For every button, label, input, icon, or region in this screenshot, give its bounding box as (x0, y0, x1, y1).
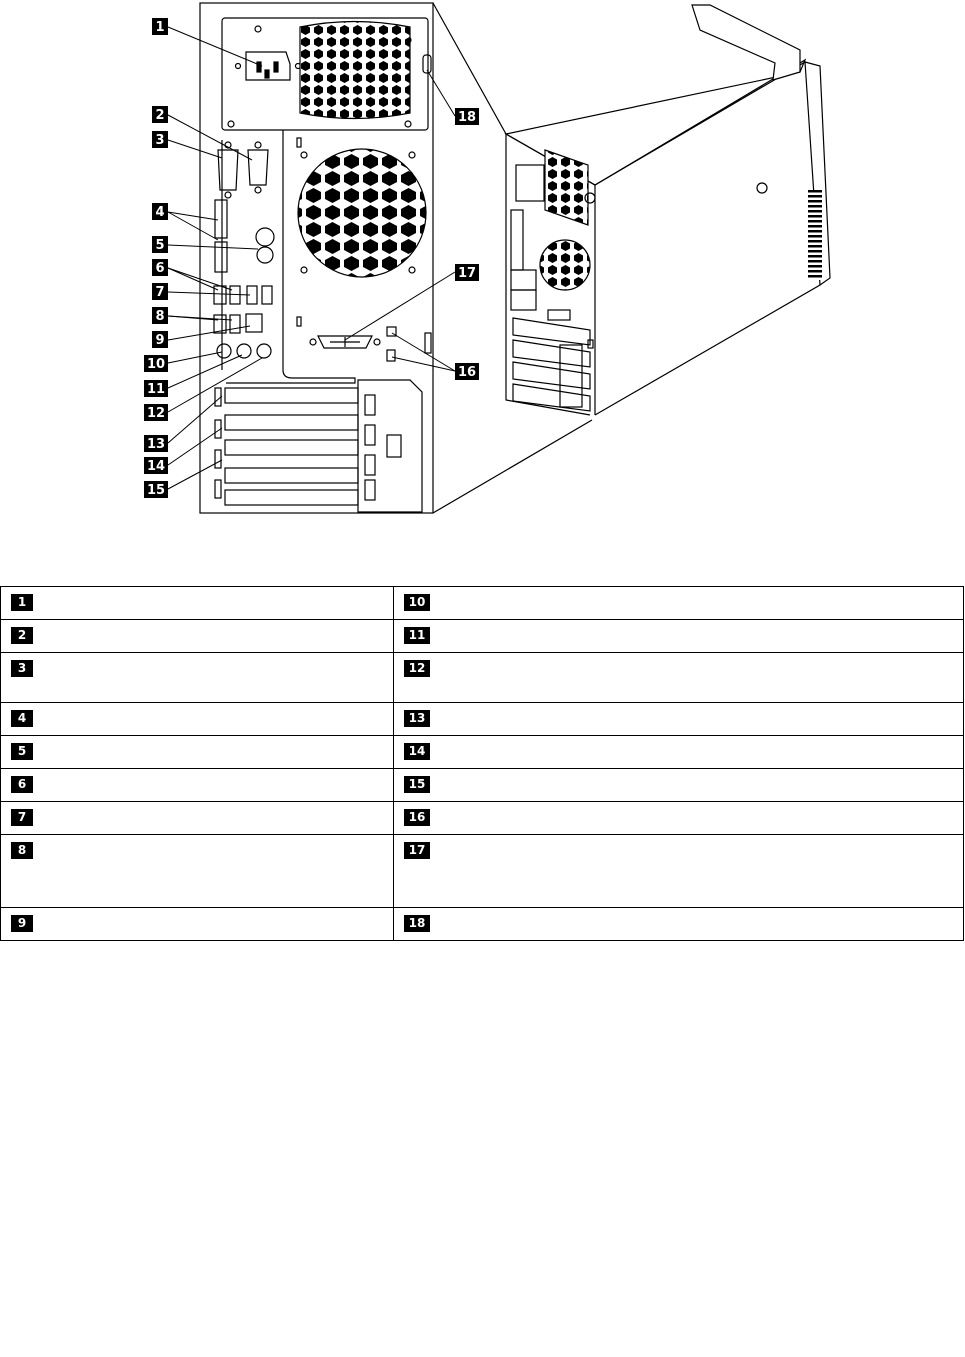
svg-text:17: 17 (457, 266, 477, 281)
legend-cell-right (394, 908, 964, 941)
svg-text:10: 10 (146, 357, 166, 372)
callout-number-badge: 14 (404, 743, 430, 760)
svg-text:14: 14 (146, 459, 166, 474)
callout-15 (144, 481, 168, 498)
legend-cell-left (1, 703, 394, 736)
table-row (1, 908, 964, 941)
table-row (1, 769, 964, 802)
tower-perspective-view (433, 3, 830, 513)
svg-text:16: 16 (457, 365, 477, 380)
table-row (1, 835, 964, 908)
callout-number-badge: 2 (11, 627, 33, 644)
svg-text:13: 13 (146, 437, 166, 452)
rear-panel (200, 3, 433, 513)
svg-text:8: 8 (155, 309, 165, 324)
callout-3 (152, 131, 168, 148)
svg-text:12: 12 (146, 406, 166, 421)
callout-8 (152, 307, 168, 324)
callout-number-badge: 13 (404, 710, 430, 727)
callout-13 (144, 435, 168, 452)
callout-number-badge: 17 (404, 842, 430, 859)
callout-14 (144, 457, 168, 474)
svg-text:4: 4 (155, 205, 165, 220)
svg-text:6: 6 (155, 261, 165, 276)
table-row (1, 653, 964, 703)
svg-text:3: 3 (155, 133, 165, 148)
callout-17 (455, 264, 479, 281)
callout-9 (152, 331, 168, 348)
legend-cell-left (1, 736, 394, 769)
callout-number-badge: 10 (404, 594, 430, 611)
svg-text:11: 11 (146, 382, 166, 397)
callout-16 (455, 363, 479, 380)
callout-number-badge: 9 (11, 915, 33, 932)
svg-text:5: 5 (155, 238, 165, 253)
callout-10 (144, 355, 168, 372)
legend-cell-left (1, 769, 394, 802)
table-row (1, 802, 964, 835)
legend-cell-left (1, 653, 394, 703)
legend-cell-right (394, 802, 964, 835)
legend-cell-left (1, 802, 394, 835)
legend-cell-right (394, 587, 964, 620)
svg-text:7: 7 (155, 285, 165, 300)
callout-number-badge: 15 (404, 776, 430, 793)
callout-number-badge: 16 (404, 809, 430, 826)
legend-cell-right (394, 835, 964, 908)
callout-number-badge: 1 (11, 594, 33, 611)
callout-number-badge: 4 (11, 710, 33, 727)
callout-number-badge: 7 (11, 809, 33, 826)
legend-cell-right (394, 769, 964, 802)
callout-12 (144, 404, 168, 421)
callout-number-badge: 3 (11, 660, 33, 677)
svg-text:15: 15 (146, 483, 166, 498)
legend-cell-left (1, 620, 394, 653)
callout-number-badge: 12 (404, 660, 430, 677)
callout-number-badge: 11 (404, 627, 430, 644)
callout-4 (152, 203, 168, 220)
callout-6 (152, 259, 168, 276)
callout-2 (152, 106, 168, 123)
table-row (1, 587, 964, 620)
table-row (1, 703, 964, 736)
svg-text:18: 18 (457, 110, 477, 125)
callout-5 (152, 236, 168, 253)
legend-cell-right (394, 653, 964, 703)
table-row (1, 736, 964, 769)
svg-text:9: 9 (155, 333, 165, 348)
computer-rear-view-figure (0, 0, 965, 540)
table-row (1, 620, 964, 653)
callout-number-badge: 18 (404, 915, 430, 932)
legend-cell-left (1, 908, 394, 941)
callout-number-badge: 6 (11, 776, 33, 793)
callout-number-badge: 8 (11, 842, 33, 859)
legend-cell-right (394, 703, 964, 736)
legend-cell-right (394, 620, 964, 653)
legend-cell-right (394, 736, 964, 769)
callout-18 (455, 108, 479, 125)
svg-text:2: 2 (155, 108, 165, 123)
legend-cell-left (1, 835, 394, 908)
svg-text:1: 1 (155, 20, 165, 35)
callout-number-badge: 5 (11, 743, 33, 760)
callout-legend-table (0, 586, 964, 941)
callout-1 (152, 18, 168, 35)
callout-7 (152, 283, 168, 300)
legend-cell-left (1, 587, 394, 620)
callout-11 (144, 380, 168, 397)
